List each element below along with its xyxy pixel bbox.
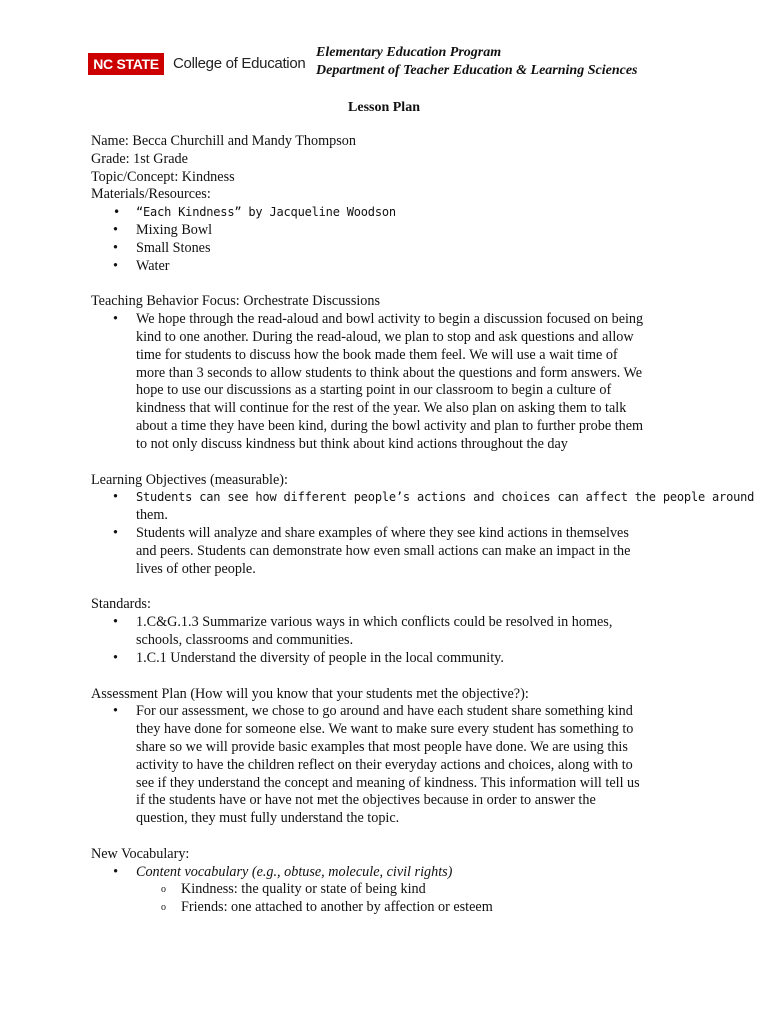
list-item: • Mixing Bowl [91,222,691,240]
name-line: Name: Becca Churchill and Mandy Thompson [91,133,356,149]
grade-line: Grade: 1st Grade [91,150,188,167]
college-name: College of Education [173,55,306,72]
list-item: • Students will analyze and share examples of where they see kind actions in themselves and peers. Students can demonstrate how even small actions can make an impact in the lives of other people. [91,525,691,578]
materials-heading: Materials/Resources: [91,186,211,203]
vocabulary-heading: New Vocabulary: [91,845,190,862]
teaching-list [91,311,691,453]
list-item: • Small Stones [91,240,691,258]
list-item: • 1.C&G.1.3 Summarize various ways in which conflicts could be resolved in homes, schools, classrooms and communities. [91,614,691,650]
standards-heading: Standards: [91,596,151,613]
assessment-list [91,703,691,828]
objectives-list [91,489,755,578]
list-item: • Water [91,258,691,276]
department-name: Department of Teacher Education & Learning Sciences [316,63,638,78]
ncstate-logo-badge: NC STATE [88,53,164,75]
materials-list [91,204,691,275]
list-item: • For our assessment, we chose to go around and have each student share something kind they have done for someone else. We want to make sure every student has something to share so we will provide basic examples that most people have done. We are using this activity to have the children reflect on their everyday actions and choices, along with to see if they understand the concept and meaning of kindness. This information will tell us if the students have or have not met the objectives because in order to answer the question, they must fully understand the topic. [91,703,691,828]
assessment-heading: Assessment Plan (How will you know that your students met the objective?): [91,685,529,702]
vocabulary-list [91,864,691,917]
program-header [316,44,637,80]
teaching-heading: Teaching Behavior Focus: Orchestrate Discussions [91,293,380,310]
standards-list [91,614,691,667]
list-item: • “Each Kindness” by Jacqueline Woodson [91,204,691,222]
list-item: o Friends: one attached to another by affection or esteem [91,899,691,917]
document-title: Lesson Plan [348,100,420,115]
list-item: • Students can see how different people’s actions and choices can affect the people around them. [91,489,691,525]
list-item: • 1.C.1 Understand the diversity of people in the local community. [91,650,691,668]
objectives-heading: Learning Objectives (measurable): [91,471,288,488]
topic-line: Topic/Concept: Kindness [91,168,235,185]
list-item: • Content vocabulary (e.g., obtuse, molecule, civil rights) [91,864,691,882]
list-item: o Kindness: the quality or state of being kind [91,881,691,899]
list-item: • We hope through the read-aloud and bowl activity to begin a discussion focused on being kind to one another. During the read-aloud, we plan to stop and ask questions and allow time for students to discuss how the book made them feel. We will use a wait time of more than 3 seconds to allow students to think about the questions and form answers. We hope to use our discussions as a starting point in our classroom to begin a culture of kindness that will continue for the rest of the year. We also plan on asking them to talk about a time they have been kind, during the bowl activity and plan to further probe them to not only discuss kindness but think about kind actions throughout the day [91,311,691,453]
program-name: Elementary Education Program [316,45,502,60]
lesson-plan-body [91,133,755,917]
